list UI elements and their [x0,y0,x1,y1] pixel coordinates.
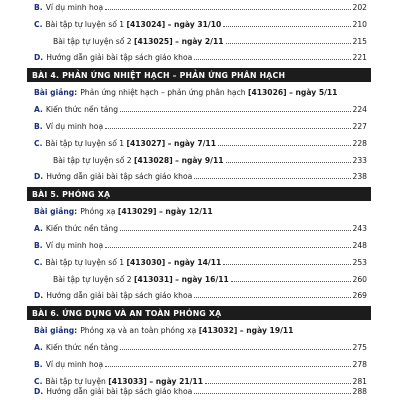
toc-entry-c2 [0,271,400,288]
entry-title: Kiến thức nền tảng [45,224,119,233]
section-header-bai-5: BÀI 5. PHÓNG XẠ [27,187,371,201]
entry-title: Ví dụ minh hoạ [45,241,104,250]
entry-letter: B. [34,241,43,250]
lecture-line [0,84,400,101]
entry-title: Ví dụ minh hoạ [45,360,104,369]
entry-page-number: 248 [352,241,367,250]
entry-title: Bài tập tự luyện số 1 [45,20,125,29]
entry-letter: C. [34,377,43,386]
entry-page-number: 215 [352,37,367,46]
section-header-bai-4: BÀI 4. PHẢN ỨNG NHIỆT HẠCH – PHẢN ỨNG PHÂN HẠCH [27,68,371,82]
toc-entry-d [0,49,400,66]
lecture-label: Bài giảng: [34,326,78,335]
dot-leader [105,8,350,10]
toc-entry-c2 [0,152,400,169]
entry-title: Hướng dẫn giải bài tập sách giáo khoa [46,53,193,62]
toc-entry-d [0,287,400,304]
entry-letter: D. [34,291,44,300]
lecture-line [0,322,400,339]
lecture-label: Bài giảng: [34,207,78,216]
toc-entry-a [0,101,400,118]
toc-entry-b [0,356,400,373]
entry-page-number: 269 [352,291,367,300]
entry-page-number: 275 [352,343,367,352]
entry-page-number: 253 [352,258,367,267]
entry-title: Bài tập tự luyện số 1 [45,258,125,267]
entry-title: Bài tập tự luyện số 1 [45,139,125,148]
lecture-code: [413029] [117,207,157,216]
entry-title: Kiến thức nền tảng [45,343,119,352]
dot-leader [194,392,350,394]
entry-letter: B. [34,122,43,131]
entry-title: Bài tập tự luyện [45,377,106,386]
toc-entry-c [0,16,400,33]
dot-leader [231,280,351,282]
entry-letter: C. [34,139,43,148]
entry-code: [413024] [126,20,166,29]
entry-page-number: 210 [352,20,367,29]
entry-title: Ví dụ minh hoạ [45,3,104,12]
entry-code: [413033] [108,377,147,386]
entry-page-number: 238 [352,172,367,181]
dot-leader [105,246,350,248]
entry-date: – ngày 14/11 [167,258,222,267]
dot-leader [194,177,350,179]
entry-letter: D. [34,172,44,181]
entry-title: Hướng dẫn giải bài tập sách giáo khoa [46,387,193,396]
dot-leader [226,161,351,163]
entry-page-number: 281 [352,377,367,386]
entry-code: [413028] [134,156,173,165]
toc-entry-b [0,0,400,16]
entry-page-number: 221 [352,53,367,62]
entry-title: Bài tập tự luyện số 2 [53,275,132,284]
entry-code: [413025] [134,37,173,46]
lecture-date: – ngày 12/11 [158,207,213,216]
toc-entry-b [0,118,400,135]
entry-page-number: 243 [352,224,367,233]
dot-leader [105,365,350,367]
lecture-line [0,203,400,220]
dot-leader [223,25,350,27]
entry-letter: A. [34,224,43,233]
entry-letter: C. [34,20,43,29]
entry-date: – ngày 16/11 [175,275,229,284]
entry-title: Hướng dẫn giải bài tập sách giáo khoa [46,172,193,181]
entry-page-number: 227 [352,122,367,131]
entry-letter: A. [34,105,43,114]
toc-entry-a [0,339,400,356]
toc-entry-d [0,168,400,185]
entry-letter: D. [34,53,44,62]
entry-letter: B. [34,360,43,369]
lecture-date: – ngày 19/11 [239,326,294,335]
entry-page-number: 233 [352,156,367,165]
entry-date: – ngày 2/11 [175,37,224,46]
entry-title: Bài tập tự luyện số 2 [53,156,132,165]
entry-page-number: 260 [352,275,367,284]
entry-code: [413031] [134,275,173,284]
dot-leader [226,42,351,44]
entry-page-number: 202 [352,3,367,12]
entry-page-number: 288 [352,387,367,396]
dot-leader [218,144,351,146]
lecture-title: Phóng xạ và an toàn phóng xạ [80,326,197,335]
dot-leader [194,58,350,60]
lecture-code: [413032] [198,326,238,335]
toc-entry-c [0,254,400,271]
entry-page-number: 224 [352,105,367,114]
dot-leader [194,296,350,298]
entry-title: Bài tập tự luyện số 2 [53,37,132,46]
entry-date: – ngày 21/11 [149,377,204,386]
entry-letter: A. [34,343,43,352]
lecture-title: Phóng xạ [80,207,116,216]
toc-entry-a [0,220,400,237]
toc-entry-b [0,237,400,254]
entry-page-number: 278 [352,360,367,369]
dot-leader [105,127,350,129]
dot-leader [120,229,350,231]
entry-letter: D. [34,387,44,396]
section-header-bai-6: BÀI 6. ỨNG DỤNG VÀ AN TOÀN PHÓNG XẠ [27,306,371,320]
entry-letter: C. [34,258,43,267]
entry-date: – ngày 7/11 [167,139,216,148]
entry-code: [413027] [126,139,166,148]
toc-entry-c [0,135,400,152]
entry-code: [413030] [126,258,166,267]
entry-title: Ví dụ minh hoạ [45,122,104,131]
entry-date: – ngày 31/10 [167,20,222,29]
entry-title: Kiến thức nền tảng [45,105,119,114]
dot-leader [223,263,350,265]
lecture-date: – ngày 5/11 [289,88,338,97]
entry-title: Hướng dẫn giải bài tập sách giáo khoa [46,291,193,300]
lecture-code: [413026] [247,88,287,97]
lecture-label: Bài giảng: [34,88,78,97]
lecture-title: Phản ứng nhiệt hạch – phản ứng phân hạch [80,88,246,97]
dot-leader [120,110,350,112]
toc-entry-d [0,383,400,400]
toc-entry-c2 [0,33,400,50]
entry-date: – ngày 9/11 [175,156,224,165]
entry-page-number: 228 [352,139,367,148]
dot-leader [120,348,350,350]
entry-letter: B. [34,3,43,12]
